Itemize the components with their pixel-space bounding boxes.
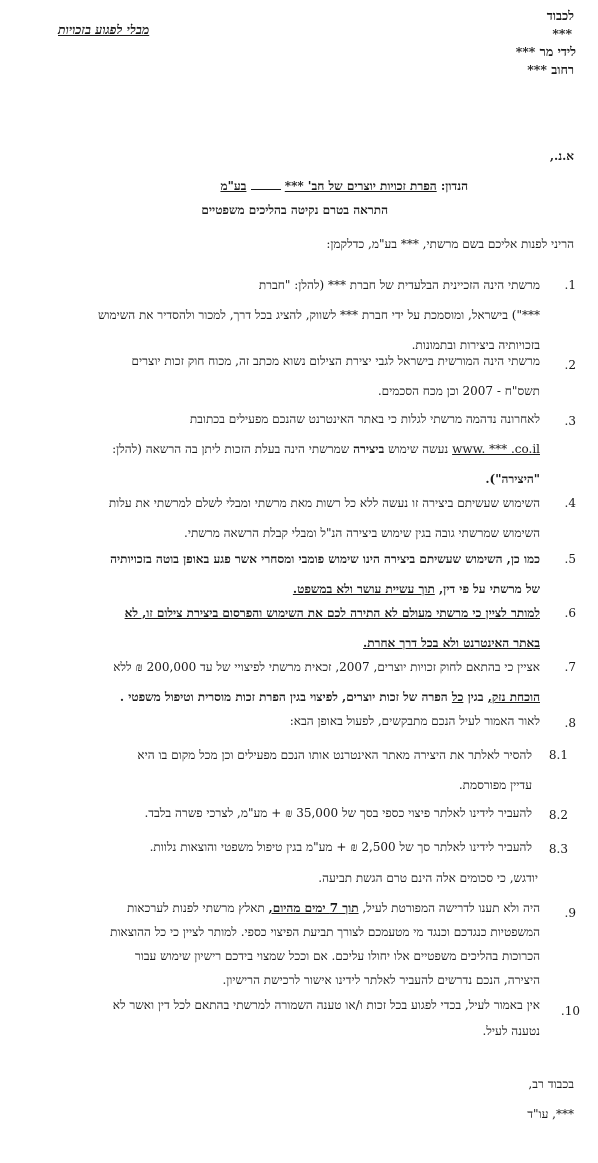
subitem-number: 8.2: [548, 808, 568, 822]
item-5-line-2: של מרשתי על פי דין, תוך עשיית עושר ולא במשפט.: [292, 582, 540, 596]
item-7-line-1: אציין כי בהתאם לחוק זכויות יוצרים, 2007, זכאית מרשתי לפיצויי של עד 200,000 ₪ ללא: [113, 660, 540, 674]
item-number: 7.: [564, 660, 576, 674]
website-link[interactable]: www. *** .co.il: [452, 442, 540, 456]
item-2-line-2: תשס"ח - 2007 וכן מכח הסכמים.: [377, 384, 540, 398]
attn-line: לידי מר ***: [515, 44, 576, 59]
note-line: יודגש, כי סכומים אלה הינם טרם הגשת תביעה.: [318, 871, 538, 885]
subitem-8-2: להעביר לידינו לאלתר פיצוי כספי בסך של 35,000 ₪ + מע"מ, לצרכי פשרה בלבד.: [144, 806, 532, 820]
item-10-line-1: אין באמור לעיל, בכדי לפגוע בכל זכות ו/או טענה השמורה למרשתי בהתאם לכל דין ואשר לא: [112, 998, 540, 1012]
subitem-8-1: להסיר לאלתר את היצירה מאתר האינטרנט אותו הנכם מפעילים וכן מכל מקום בו היא עדיין מפורסמת.: [137, 748, 532, 792]
subject-suffix: בע"מ: [220, 179, 247, 193]
item-9-line-2: המשפטיות כנגדכם וכנגד מי מטעמכם לצורך תביעת הפיצוי כספי. למותר לציין כי כל ההוצאות: [110, 925, 540, 939]
item-6: [58, 598, 540, 658]
subject-label: הנדון:: [440, 179, 468, 193]
warning-line: התראה בטרם נקיטה בהליכים משפטיים: [201, 203, 388, 217]
item-number: 6.: [564, 606, 576, 620]
greeting: א.נ.,: [549, 149, 574, 163]
item-number: 4.: [564, 496, 576, 510]
subitem-number: 8.1: [548, 748, 568, 762]
item-9: [58, 896, 540, 992]
item-10: [58, 992, 540, 1044]
item-5: [58, 544, 540, 604]
item-1-line-3: בזכויותיה ביצירות ובתמונות.: [411, 338, 540, 352]
subject-text: הפרת זכויות יוצרים של חב' ***: [284, 179, 437, 193]
item-1-line-2: ***") בישראל, ומוסמכת על ידי חברת *** לשווק, להציג בכל דרך, למכור ולהסדיר את השימוש: [97, 308, 540, 322]
item-4-line-1: השימוש שעשיתם ביצירה זו נעשה ללא כל רשות מאת מרשתי ומבלי לשלם למרשתי את עלות: [108, 496, 540, 510]
item-9-line-4: היצירה, הנכם נדרשים להעביר לאלתר לידינו אישור לרכישת הרישיון.: [222, 973, 540, 987]
item-number: 1.: [564, 278, 576, 292]
to-label: לכבוד: [546, 8, 574, 23]
item-7: [58, 652, 540, 712]
item-number: 5.: [564, 552, 576, 566]
item-10-line-2: נטענה לעיל.: [482, 1024, 540, 1038]
subject-line: [220, 180, 468, 192]
subject-gap: [251, 189, 281, 190]
item-number: 8.: [564, 716, 576, 730]
item-3: [58, 404, 540, 494]
closing-signature: ***, עו"ד: [527, 1107, 574, 1121]
item-2: [58, 346, 540, 406]
item-number: 2.: [564, 358, 576, 372]
item-4: [58, 488, 540, 548]
item-number: 3.: [564, 414, 576, 428]
without-prejudice: מבלי לפגוע בזכויות: [58, 22, 150, 37]
item-8-line-1: לאור האמור לעיל הנכם מתבקשים, לפעול באופן הבא:: [289, 714, 540, 728]
item-7-line-2: הוכחת נזק, בגין כל הפרה של זכות יוצרים, לפיצוי בגין הפרת זכות מוסרית וטיפול משפטי .: [119, 690, 540, 704]
item-9-line-3: הכרוכות בהליכים משפטיים אלו יחולו עליכם. אם וככל שמצוי בידכם רישיון שימוש עבור: [134, 949, 540, 963]
subitem-number: 8.3: [548, 842, 568, 856]
item-9-line-1: היה ולא תענו לדרישה המפורטת לעיל, תוך 7 ימים מהיום, תאלץ מרשתי לפנות לערכאות: [126, 901, 540, 915]
item-8: [58, 706, 540, 736]
item-1-line-1: מרשתי הינה הזכיינית הבלעדית של חברת *** (להלן: "חברת: [258, 278, 540, 292]
item-3-line-2: www. *** .co.il נעשה שימוש ביצירה שמרשתי הינה בעלת הזכות ליתן בה הרשאה (להלן:: [112, 442, 540, 456]
item-4-line-2: השימוש שמרשתי גובה בגין שימוש ביצירה הנ"ל ומבלי קבלת הרשאה מרשתי.: [184, 526, 540, 540]
closing-regards: בכבוד רב,: [528, 1077, 574, 1091]
item-2-line-1: מרשתי הינה המורשית בישראל לגבי יצירת הצילום נשוא מכתב זה, מכוח חוק זכות יוצרים: [131, 354, 540, 368]
item-number: 9.: [564, 906, 576, 920]
item-3-line-3: "היצירה").: [485, 472, 540, 486]
item-6-line-2: באתר האינטרנט ולא בכל דרך אחרת.: [363, 636, 540, 650]
item-3-line-1: לאחרונה נדהמה מרשתי לגלות כי באתר האינטרנט שהנכם מפעילים בכתובת: [189, 412, 540, 426]
intro-line: הריני לפנות אליכם בשם מרשתי, *** בע"מ, כדלקמן:: [326, 237, 574, 251]
item-number: 10.: [560, 1004, 580, 1018]
street-line: רחוב ***: [527, 62, 574, 77]
item-6-line-1: למותר לציין כי מרשתי מעולם לא התירה לכם את השימוש והפרסום ביצירת צילום זו, לא: [124, 606, 540, 620]
subitem-8-3: להעביר לידינו לאלתר סך של 2,500 ₪ + מע"מ בגין טיפול משפטי והוצאות נלוות.: [149, 840, 532, 854]
to-stars: ***: [552, 26, 572, 41]
item-5-line-1: כמו כן, השימוש שעשיתם ביצירה הינו שימוש פומבי ומסחרי אשר פגע באופן בוטה בזכויותיה: [110, 552, 540, 566]
